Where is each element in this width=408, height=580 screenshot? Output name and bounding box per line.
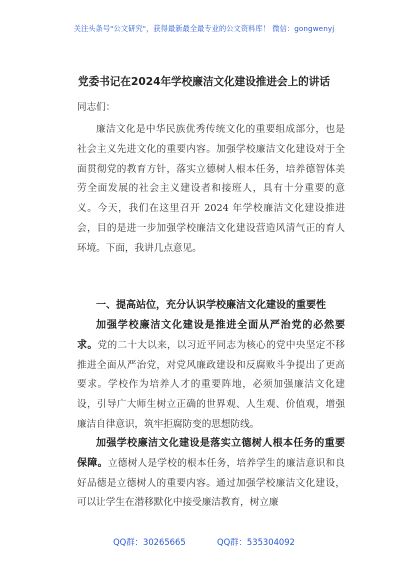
salutation: 同志们： xyxy=(77,102,116,113)
paragraph-3-lead: 加强学校廉洁文化建设是落实立德树人根本任务的重要保障。 xyxy=(77,438,345,469)
footer-qq-group-1: QQ群：30265665 xyxy=(113,537,186,547)
section-heading-1: 一、提高站位，充分认识学校廉洁文化建设的重要性 xyxy=(96,300,326,311)
paragraph-3-body: 立德树人是学校的根本任务，培养学生的廉洁意识和良好品德是立德树人的重要内容。通过加强学校廉洁文化建设，可以让学生在潜移默化中接受廉洁教育，树立廉 xyxy=(77,457,346,509)
paragraph-2 xyxy=(77,316,345,435)
paragraph-2-lead: 加强学校廉洁文化建设是推进全面从严治党的必然要求。 xyxy=(77,320,345,351)
footer-contact xyxy=(0,536,408,548)
header-banner: 关注头条号"公文研究"，获得最新最全最专业的公文资料库！ 微信：gongwenyj xyxy=(73,24,335,33)
paragraph-intro: 廉洁文化是中华民族优秀传统文化的重要组成部分，也是社会主义先进文化的重要内容。加强学校廉洁文化建设对于全面贯彻党的教育方针，落实立德树人根本任务，培养德智体美劳全面发展的社会主义建设者和接班人，具有十分重要的意义。今天，我们在这里召开 2024 年学校廉洁文化建设推进会，目的是进一步加强学校廉洁文化建设营造风清气正的育人环境。下面，我讲几点意见。 xyxy=(77,124,345,254)
paragraph-3 xyxy=(77,434,345,513)
document-title: 党委书记在2024年学校廉洁文化建设推进会上的讲话 xyxy=(78,76,330,88)
paragraph-2-body: 党的二十大以来，以习近平同志为核心的党中央坚定不移推进全面从严治党，对党风廉政建设和反腐败斗争提出了更高要求。学校作为培养人才的重要阵地，必须加强廉洁文化建设，引导广大师生树立正确的世界观、人生观、价值观，增强廉洁自律意识，筑牢拒腐防变的思想防线。 xyxy=(77,339,346,430)
footer-qq-group-2: QQ群：535304092 xyxy=(217,537,295,547)
